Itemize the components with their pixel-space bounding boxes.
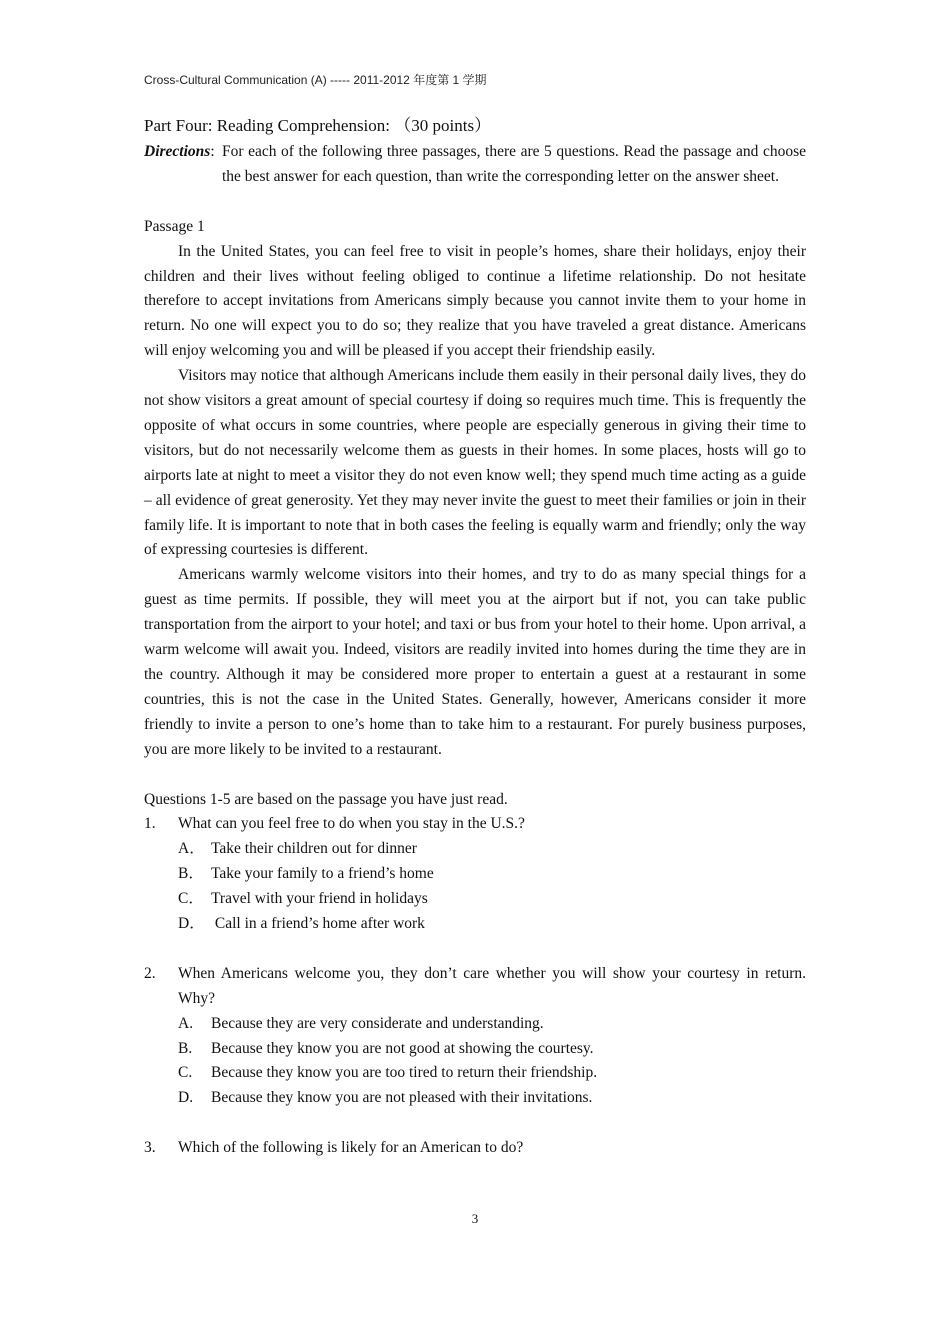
answer-option	[144, 912, 806, 937]
directions-text: For each of the following three passages, there are 5 questions. Read the passage and choose the best answer for each question, than write the corresponding letter on the answer sheet.	[222, 143, 806, 185]
question-number: 3.	[144, 1139, 156, 1157]
answer-option	[144, 1012, 806, 1037]
passage-title: Passage 1	[144, 217, 205, 235]
page-number: 3	[471, 1211, 479, 1226]
option-letter: A.	[178, 1014, 194, 1032]
option-letter: B．	[178, 865, 204, 883]
passage-paragraph: Americans warmly welcome visitors into their homes, and try to do as many special things for a guest as time permits. If possible, they will meet you at the airport but if not, you can take public transportation from the airport to your hotel; and taxi or bus from your hotel to their home. Upon arrival, a warm welcome will await you. Indeed, visitors are readily invited into homes during the time they are in the country. Although it may be considered more proper to entertain a guest at a restaurant in some countries, this is not the case in the United States. Generally, however, Americans consider it more friendly to invite a person to one’s home than to take him to a restaurant. For purely business purposes, you are more likely to be invited to a restaurant.	[144, 566, 806, 758]
answer-option	[144, 1086, 806, 1111]
answer-option	[144, 862, 806, 887]
page-header: Cross-Cultural Communication (A) ----- 2011-2012 年度第 1 学期	[144, 73, 487, 87]
answer-option	[144, 1061, 806, 1086]
option-text: Take their children out for dinner	[211, 840, 417, 858]
option-text: Because they know you are not good at showing the courtesy.	[211, 1039, 594, 1057]
directions-label: Directions:	[144, 143, 215, 160]
option-letter: C．	[178, 890, 204, 908]
answer-option	[144, 837, 806, 862]
question-3	[144, 1136, 806, 1161]
question-number: 1.	[144, 815, 156, 833]
answer-option	[144, 1037, 806, 1062]
option-text: Travel with your friend in holidays	[211, 890, 428, 908]
option-text: Take your family to a friend’s home	[211, 865, 434, 883]
answer-option	[144, 887, 806, 912]
passage-paragraph: Visitors may notice that although Americans include them easily in their personal daily lives, they do not show visitors a great amount of special courtesy if doing so requires much time. This is frequently the opposite of what occurs in some countries, where people are especially generous in giving their time to visitors, but do not necessarily welcome them as guests in their homes. In some places, hosts will go to airports late at night to meet a visitor they do not even know well; they spend much time acting as a guide – all evidence of great generosity. Yet they may never invite the guest to meet their families or join in their family life. It is important to note that in both cases the feeling is equally warm and friendly; only the way of expressing courtesies is different.	[144, 367, 806, 559]
option-letter: D.	[178, 1089, 194, 1107]
question-text: What can you feel free to do when you stay in the U.S.?	[178, 815, 525, 833]
passage-paragraph: In the United States, you can feel free to visit in people’s homes, share their holidays, enjoy their children and their lives without feeling obliged to continue a lifetime relationship. Do not hesitate therefore to accept invitations from Americans simply because you cannot invite them to your home in return. No one will expect you to do so; they realize that you have traveled a great distance. Americans will enjoy welcoming you and will be pleased if you accept their friendship easily.	[144, 242, 806, 360]
question-1	[144, 812, 806, 837]
directions	[144, 140, 806, 190]
question-number: 2.	[144, 964, 156, 982]
option-letter: D．	[178, 915, 205, 933]
option-text: Because they know you are not pleased with their invitations.	[211, 1089, 593, 1107]
option-letter: A．	[178, 840, 205, 858]
part-title: Part Four: Reading Comprehension: （30 points）	[144, 116, 492, 135]
question-text: Which of the following is likely for an American to do?	[178, 1139, 524, 1157]
option-text: Because they are very considerate and understanding.	[211, 1014, 544, 1032]
option-letter: B.	[178, 1039, 193, 1057]
page-content	[144, 113, 806, 1161]
option-letter: C.	[178, 1064, 193, 1082]
questions-intro: Questions 1-5 are based on the passage you have just read.	[144, 790, 508, 808]
question-text: When Americans welcome you, they don’t care whether you will show your courtesy in return. Why?	[178, 964, 806, 1007]
question-2	[144, 962, 806, 1012]
option-text: Because they know you are too tired to return their friendship.	[211, 1064, 598, 1082]
option-text: Call in a friend’s home after work	[211, 915, 425, 933]
